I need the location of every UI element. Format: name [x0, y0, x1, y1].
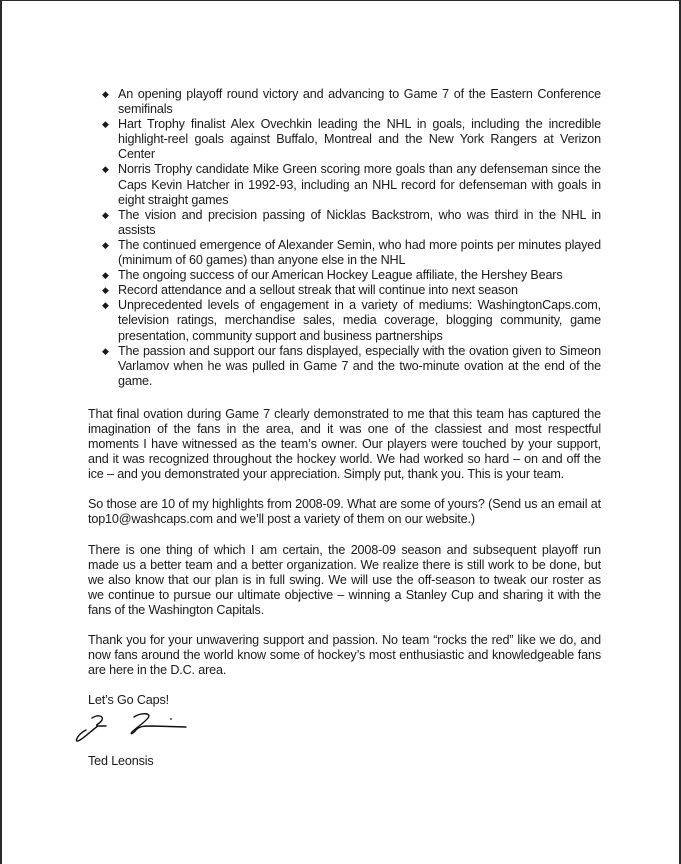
paragraph-season-outlook: There is one thing of which I am certain, the 2008-09 season and subsequent playoff run made us a better team and a better organization. We realize there is still work to be done, but we also know that our plan is in full swing. We will use the off-season to tweak our roster as we continue to pursue our ultimate objective – winning a Stanley Cup and sharing it with the fans of the Washington Capitals. [88, 542, 601, 617]
list-item [88, 87, 601, 117]
list-item [88, 268, 601, 283]
highlight-text: The vision and precision passing of Nicklas Backstrom, who was third in the NHL in assists [118, 207, 601, 237]
diamond-bullet-icon: ◆ [102, 164, 109, 175]
highlight-text: The passion and support our fans displayed, especially with the ovation given to Simeon Varlamov when he was pulled in Game 7 and the two-minute ovation at the end of the game. [118, 343, 601, 388]
diamond-bullet-icon: ◆ [102, 209, 109, 220]
closing-line: Let’s Go Caps! [88, 693, 169, 708]
highlight-text: The continued emergence of Alexander Semin, who had more points per minutes played (minimum of 60 games) than anyone else in the NHL [118, 237, 601, 268]
paragraph-ovation: That final ovation during Game 7 clearly demonstrated to me that this team has captured the imagination of the fans in the area, and it was one of the classiest and most respectful moments I have witnessed as the team’s owner. Our players were touched by your support, and it was recognized throughout the hockey world. We had worked so hard – on and off the ice – and you demonstrated your appreciation. Simply put, thank you. This is your team. [88, 406, 601, 482]
list-item [88, 344, 601, 389]
diamond-bullet-icon: ◆ [102, 239, 109, 250]
diamond-bullet-icon: ◆ [102, 300, 109, 311]
paragraph-highlights-request: So those are 10 of my highlights from 2008-09. What are some of yours? (Send us an email at top10@washcaps.com and we’ll post a variety of them on our website.) [88, 497, 601, 527]
highlight-text: Norris Trophy candidate Mike Green scoring more goals than any defenseman since the Caps Kevin Hatcher in 1992-93, including an NHL record for defenseman with goals in eight straight games [118, 162, 601, 207]
diamond-bullet-icon: ◆ [102, 270, 109, 281]
highlight-text: Hart Trophy finalist Alex Ovechkin leading the NHL in goals, including the incredible highlight-reel goals against Buffalo, Montreal and the New York Rangers at Verizon Center [118, 117, 601, 162]
letter-body [88, 87, 601, 770]
highlight-text: An opening playoff round victory and advancing to Game 7 of the Eastern Conference semifinals [118, 87, 601, 117]
list-item [88, 117, 601, 162]
list-item [88, 208, 601, 238]
signer-name: Ted Leonsis [88, 754, 154, 769]
highlights-list [88, 87, 601, 389]
list-item [88, 298, 601, 343]
signature-image [72, 710, 212, 746]
list-item [88, 162, 601, 207]
highlight-text: The ongoing success of our American Hockey League affiliate, the Hershey Bears [118, 268, 563, 283]
list-item [88, 238, 601, 268]
diamond-bullet-icon: ◆ [102, 345, 109, 356]
diamond-bullet-icon: ◆ [102, 119, 109, 130]
diamond-bullet-icon: ◆ [102, 285, 109, 296]
highlight-text: Record attendance and a sellout streak that will continue into next season [118, 283, 518, 298]
highlight-text: Unprecedented levels of engagement in a variety of mediums: WashingtonCaps.com, television ratings, merchandise sales, media coverage, blogging community, game presentation, community support and business partnerships [118, 298, 601, 343]
diamond-bullet-icon: ◆ [102, 89, 109, 99]
paragraph-thank-you: Thank you for your unwavering support and passion. No team “rocks the red” like we do, and now fans around the world know some of hockey’s most enthusiastic and knowledgeable fans are here in the D.C. area. [88, 633, 601, 678]
list-item [88, 283, 601, 298]
